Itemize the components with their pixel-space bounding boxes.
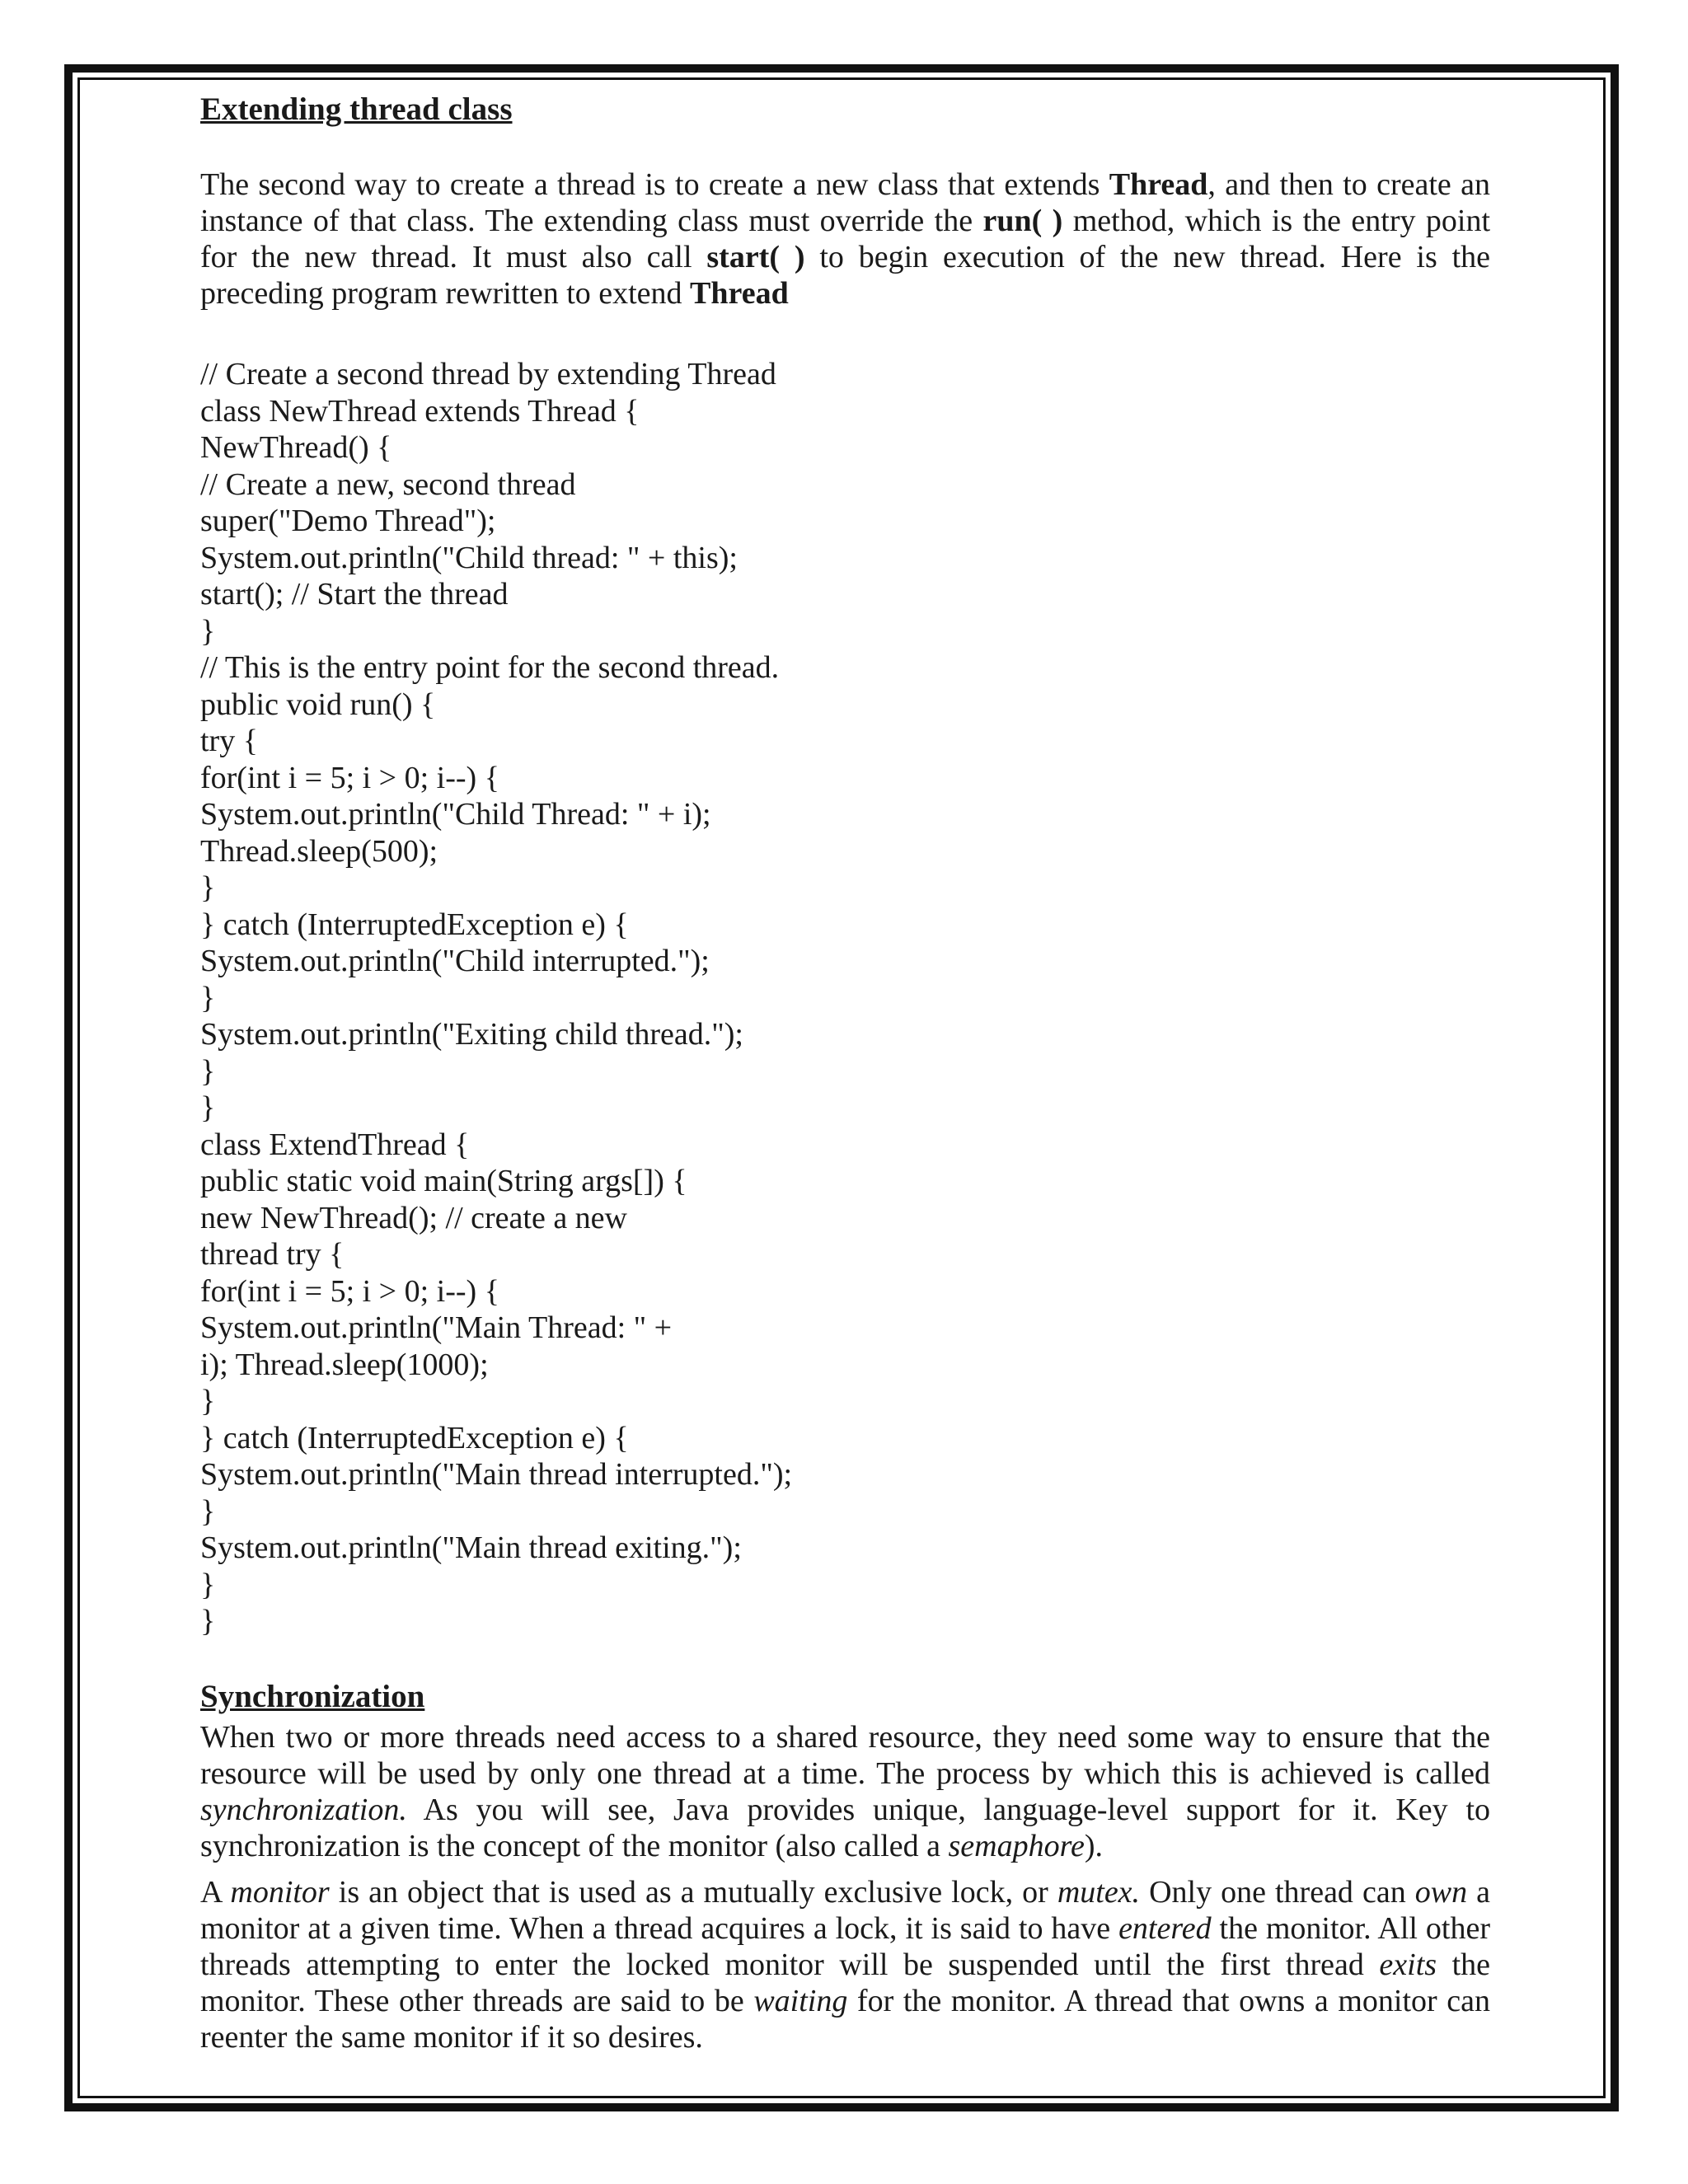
text-run: exits: [1379, 1947, 1437, 1982]
text-run: entered: [1118, 1910, 1212, 1946]
code-line: try {: [200, 724, 258, 758]
text-run: run( ): [982, 204, 1063, 238]
text-run: A: [200, 1874, 231, 1910]
code-line: for(int i = 5; i > 0; i--) {: [200, 760, 499, 795]
intro-paragraph: [200, 166, 1490, 312]
text-run: monitor: [230, 1874, 330, 1910]
text-run: own: [1414, 1874, 1468, 1910]
code-line: // Create a new, second thread: [200, 466, 576, 502]
code-line: }: [200, 1567, 216, 1602]
code-line: // This is the entry point for the second thread.: [200, 650, 780, 685]
text-run: Thread: [1109, 167, 1208, 202]
code-line: }: [200, 980, 216, 1015]
text-run: semaphore: [948, 1828, 1085, 1863]
code-line: for(int i = 5; i > 0; i--) {: [200, 1273, 499, 1309]
code-line: // Create a second thread by extending Thread: [200, 357, 776, 391]
code-line: System.out.println("Exiting child thread.");: [200, 1017, 743, 1052]
code-line: System.out.println("Main thread interrupted.");: [200, 1457, 793, 1492]
code-line: System.out.println("Main Thread: " +: [200, 1310, 673, 1345]
code-line: System.out.println("Child interrupted.");: [200, 944, 710, 978]
text-run: is an object that is used as a mutually exclusive lock, or: [329, 1874, 1057, 1910]
code-line: public static void main(String args[]) {: [200, 1164, 687, 1198]
code-line: }: [200, 870, 216, 905]
code-line: } catch (InterruptedException e) {: [200, 1420, 629, 1455]
code-line: new NewThread(); // create a new: [200, 1200, 627, 1235]
code-line: class ExtendThread {: [200, 1127, 470, 1162]
text-run: mutex.: [1057, 1874, 1141, 1910]
synchronization-paragraph-2: [200, 1874, 1490, 2055]
text-run: for the monitor. A thread that owns a monitor can reenter the same monitor if it so desires.: [200, 1983, 1491, 2055]
code-line: }: [200, 1604, 216, 1638]
code-line: }: [200, 1053, 216, 1089]
section-heading-extending-thread: Extending thread class: [200, 91, 513, 127]
text-run: Only one thread can: [1140, 1874, 1415, 1910]
code-listing: [200, 356, 1490, 1640]
text-run: to begin execution of the new thread. Here is the preceding program rewritten to extend: [200, 240, 1491, 311]
page-content: [200, 89, 1490, 2055]
text-run: the monitor. All other threads attempting to enter the locked monitor will be suspended until the first thread: [200, 1910, 1490, 1982]
text-run: When two or more threads need access to a shared resource, they need some way to ensure that the resource will be used by only one thread at a time. The process by which this is achieved is called: [200, 1719, 1490, 1791]
code-line: thread try {: [200, 1237, 345, 1272]
code-line: }: [200, 1384, 216, 1418]
text-run: , and then to create an instance of that class. The extending class must override the: [200, 167, 1490, 238]
code-line: }: [200, 1493, 216, 1529]
code-line: System.out.println("Child Thread: " + i);: [200, 797, 711, 832]
code-line: }: [200, 613, 216, 649]
text-run: the monitor. These other threads are said to be: [200, 1947, 1490, 2018]
code-line: System.out.println("Main thread exiting.");: [200, 1530, 742, 1565]
code-line: } catch (InterruptedException e) {: [200, 907, 629, 942]
section-heading-synchronization: Synchronization: [200, 1678, 425, 1714]
text-run: Thread: [690, 276, 789, 311]
text-run: As you will see, Java provides unique, language-level support for it. Key to synchronization is the concept of the monitor (also called a: [200, 1792, 1490, 1863]
text-run: The second way to create a thread is to create a new class that extends: [200, 167, 1109, 202]
code-line: i); Thread.sleep(1000);: [200, 1347, 489, 1382]
text-run: synchronization.: [200, 1792, 407, 1827]
code-line: start(); // Start the thread: [200, 577, 509, 612]
text-run: ).: [1084, 1828, 1103, 1863]
text-run: waiting: [753, 1983, 848, 2018]
code-line: class NewThread extends Thread {: [200, 393, 640, 429]
text-run: method, which is the entry point for the new thread. It must also call: [200, 204, 1490, 274]
code-line: NewThread() {: [200, 430, 392, 465]
code-line: super("Demo Thread");: [200, 504, 496, 538]
text-run: start( ): [706, 240, 805, 274]
code-line: Thread.sleep(500);: [200, 833, 438, 869]
synchronization-paragraph-1: [200, 1719, 1490, 1864]
code-line: System.out.println("Child thread: " + this);: [200, 540, 738, 575]
code-line: public void run() {: [200, 687, 436, 722]
code-line: }: [200, 1090, 216, 1125]
text-run: a monitor at a given time. When a thread acquires a lock, it is said to have: [200, 1874, 1490, 1946]
